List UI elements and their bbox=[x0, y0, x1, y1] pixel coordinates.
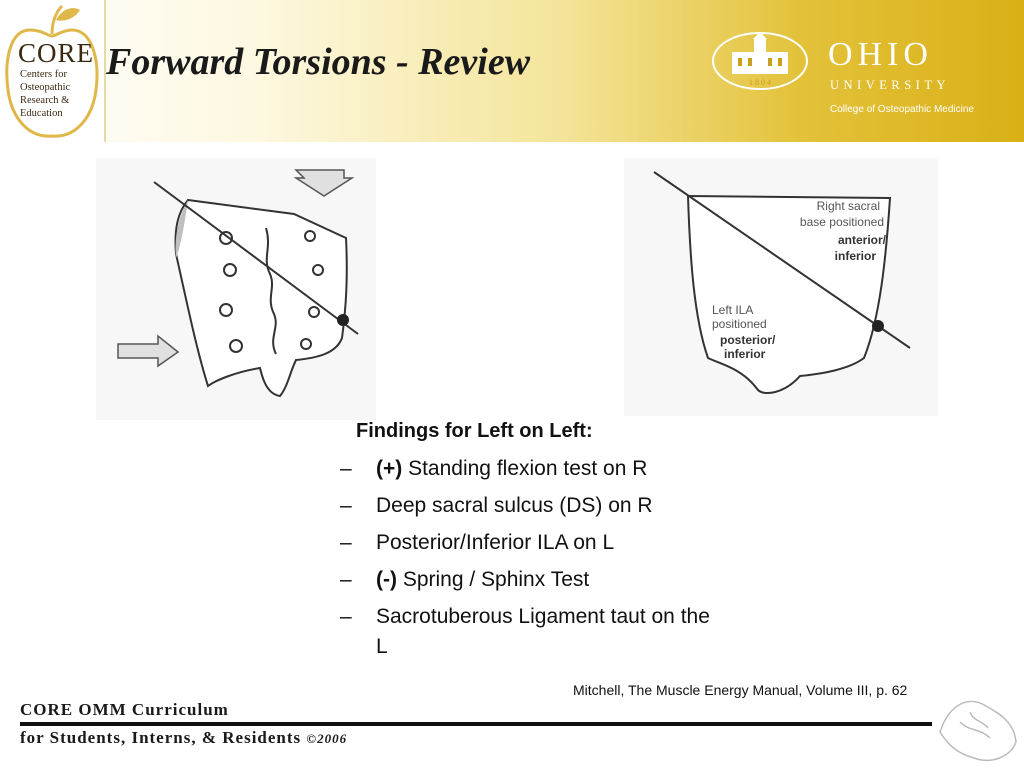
list-item: – Deep sacral sulcus (DS) on R bbox=[340, 494, 653, 517]
copyright: ©2006 bbox=[306, 731, 348, 746]
list-item: – Sacrotuberous Ligament taut on the L bbox=[340, 605, 710, 658]
ohio-logo-college: College of Osteopathic Medicine bbox=[830, 104, 974, 115]
label-bottom-1: Left ILA bbox=[712, 303, 754, 317]
header-banner bbox=[0, 0, 1024, 142]
label-top-3: anterior/ bbox=[837, 233, 886, 247]
core-logo bbox=[0, 0, 106, 142]
ohio-logo-name: OHIO bbox=[828, 36, 933, 73]
core-logo-subtitle: Centers for Osteopathic Research & Education bbox=[20, 69, 71, 119]
core-logo-word: CORE bbox=[18, 38, 95, 68]
list-item: – (+) Standing flexion test on R bbox=[340, 457, 648, 480]
findings-list bbox=[340, 454, 740, 669]
label-bottom-4: inferior bbox=[724, 347, 766, 361]
seal-year: 1 8 0 4 bbox=[749, 78, 771, 87]
ohio-logo-sub: UNIVERSITY bbox=[830, 78, 950, 92]
citation: Mitchell, The Muscle Energy Manual, Volume III, p. 62 bbox=[573, 682, 908, 698]
list-item: – (-) Spring / Sphinx Test bbox=[340, 568, 590, 591]
list-item: – Posterior/Inferior ILA on L bbox=[340, 531, 615, 554]
footer-subtitle: for Students, Interns, & Residents ©2006 bbox=[20, 728, 348, 747]
label-top-1: Right sacral bbox=[816, 199, 880, 213]
findings-heading: Findings for Left on Left: bbox=[356, 420, 593, 442]
footer-divider bbox=[20, 722, 932, 726]
label-bottom-2: positioned bbox=[712, 317, 767, 331]
sacrum-illustration-right bbox=[624, 158, 938, 416]
page-title: Forward Torsions - Review bbox=[106, 41, 531, 83]
figure-sketch-icon bbox=[930, 692, 1022, 766]
label-top-2: base positioned bbox=[799, 215, 884, 229]
label-top-4: inferior bbox=[834, 249, 876, 263]
axis-point-right bbox=[872, 320, 884, 332]
footer-title: CORE OMM Curriculum bbox=[20, 700, 229, 719]
sacrum-illustration-left bbox=[96, 158, 376, 420]
axis-point bbox=[337, 314, 349, 326]
label-bottom-3: posterior/ bbox=[720, 333, 776, 347]
university-seal-icon bbox=[710, 30, 810, 92]
